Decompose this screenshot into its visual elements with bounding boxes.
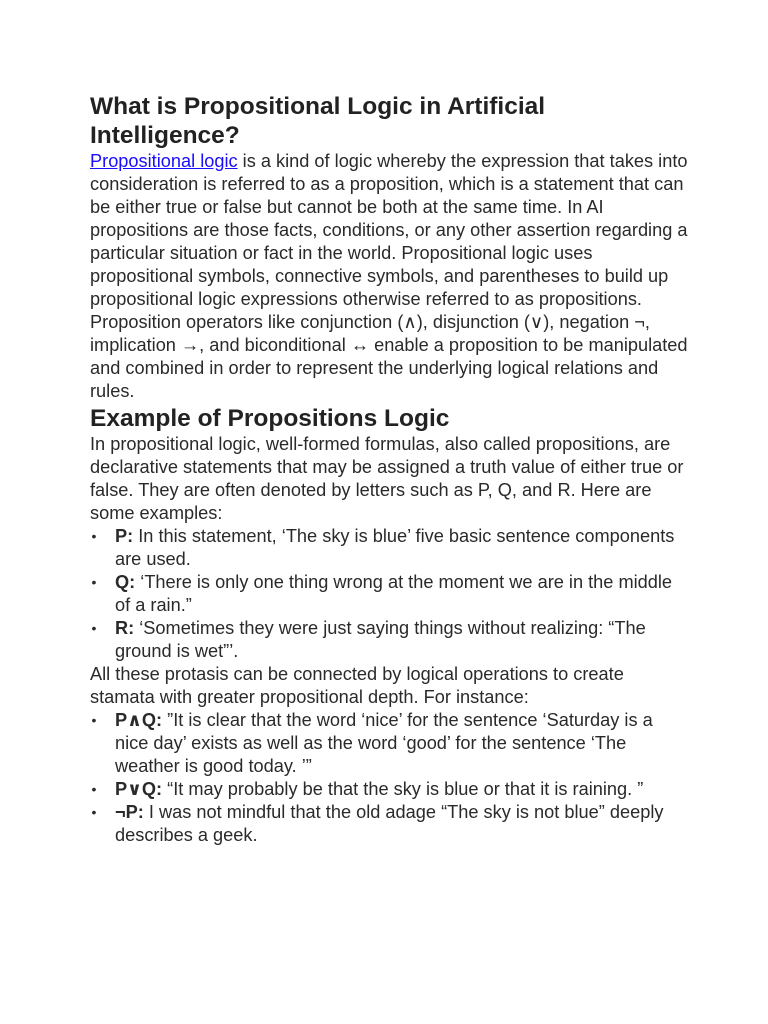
list-item-text: ‘Sometimes they were just saying things without realizing: “The ground is wet”’. (115, 618, 646, 661)
list-item-label: P: (115, 526, 134, 546)
list-item (115, 525, 690, 571)
list-item (115, 709, 690, 778)
intro-paragraph (90, 150, 690, 311)
article (90, 92, 690, 847)
connect-paragraph: All these protasis can be connected by logical operations to create stamata with greater propositional depth. For instance: (90, 664, 624, 707)
list-item-text: In this statement, ‘The sky is blue’ five basic sentence components are used. (115, 526, 675, 569)
example-heading: Example of Propositions Logic (90, 405, 450, 432)
list-item-text: ‘There is only one thing wrong at the moment we are in the middle of a rain.” (115, 572, 673, 615)
list-item-label: ¬P: (115, 802, 144, 822)
list-item-label: P∧Q: (115, 710, 163, 730)
list-item-text: ”It is clear that the word ‘nice’ for the sentence ‘Saturday is a nice day’ exists as well as the word ‘good’ for the sentence ‘The weather is good today. ’” (115, 710, 653, 776)
list-item-label: P∨Q: (115, 779, 163, 799)
list-item-label: R: (115, 618, 135, 638)
list-item-label: Q: (115, 572, 136, 592)
list-item (115, 801, 690, 847)
list-item (115, 571, 690, 617)
list-item-text: I was not mindful that the old adage “The sky is not blue” deeply describes a geek. (115, 802, 664, 845)
page-title: What is Propositional Logic in Artificial Intelligence? (90, 93, 546, 149)
operators-paragraph: Proposition operators like conjunction (∧), disjunction (∨), negation ¬, implication →, and biconditional ↔ enable a proposition to be manipulated and combined in order to represent the underlying logical relations and rules. (90, 312, 688, 401)
examples-list (90, 525, 690, 663)
intro-text: is a kind of logic whereby the expression that takes into consideration is referred to as a proposition, which is a statement that can be either true or false but cannot be both at the same time. In AI propositions are those facts, conditions, or any other assertion regarding a particular situation or fact in the world. Propositional logic uses propositional symbols, connective symbols, and parentheses to build up propositional logic expressions otherwise referred to as propositions. (90, 151, 688, 309)
example-intro-paragraph: In propositional logic, well-formed formulas, also called propositions, are declarative statements that may be assigned a truth value of either true or false. They are often denoted by letters such as P, Q, and R. Here are some examples: (90, 434, 684, 523)
propositional-logic-link[interactable]: Propositional logic (90, 151, 238, 171)
list-item-text: “It may probably be that the sky is blue or that it is raining. ” (162, 779, 644, 799)
list-item (115, 778, 690, 801)
compounds-list (90, 709, 690, 847)
list-item (115, 617, 690, 663)
